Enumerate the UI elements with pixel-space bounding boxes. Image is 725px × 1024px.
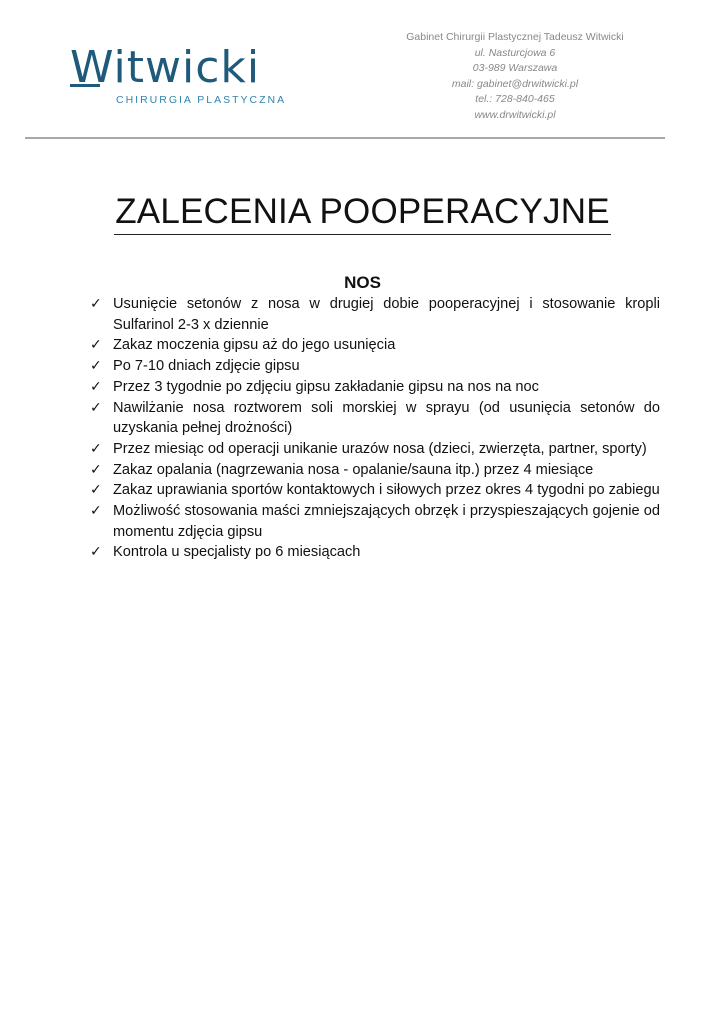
checkmark-icon: ✓ (90, 544, 102, 561)
logo-subtitle: CHIRURGIA PLASTYCZNA (116, 94, 287, 106)
list-item (90, 501, 660, 542)
address-street: ul. Nasturcjowa 6 (474, 46, 556, 59)
list-item-text: Nawilżanie nosa roztworem soli morskiej w sprayu (od usunięcia setonów do uzyskania pełnej drożności) (113, 399, 660, 437)
checkmark-icon: ✓ (90, 399, 102, 416)
address-city: 03-989 Warszawa (472, 62, 558, 74)
section-heading: NOS (344, 273, 381, 292)
header-divider (25, 137, 665, 139)
checkmark-icon: ✓ (90, 337, 102, 354)
checkmark-icon: ✓ (90, 503, 102, 520)
document-title: ZALECENIA POOPERACYJNE (114, 190, 611, 235)
contact-block (398, 30, 632, 123)
list-item (90, 480, 660, 501)
logo-wordmark: Witwicki (70, 42, 261, 93)
list-item-text: Przez 3 tygodnie po zdjęciu gipsu zakładanie gipsu na nos na noc (113, 378, 539, 395)
clinic-name: Gabinet Chirurgii Plastycznej Tadeusz Witwicki (406, 31, 624, 43)
list-item-text: Możliwość stosowania maści zmniejszających obrzęk i przyspieszających gojenie od momentu zdjęcia gipsu (113, 503, 660, 540)
list-item (90, 294, 660, 335)
checkmark-icon: ✓ (90, 440, 102, 457)
list-item (90, 335, 660, 356)
list-item-text: Zakaz opalania (nagrzewania nosa - opalanie/sauna itp.) przez 4 miesiące (113, 461, 594, 478)
checkmark-icon: ✓ (90, 482, 102, 499)
list-item (90, 398, 660, 439)
list-item (90, 377, 660, 398)
phone-label: tel.: (475, 93, 493, 105)
checkmark-icon: ✓ (90, 461, 102, 478)
list-item-text: Kontrola u specjalisty po 6 miesiącach (113, 544, 361, 561)
list-item-text: Przez miesiąc od operacji unikanie urazów nosa (dzieci, zwierzęta, partner, sporty) (113, 440, 647, 457)
title-wrap (0, 190, 725, 235)
website-link[interactable]: www.drwitwicki.pl (474, 108, 556, 121)
clinic-logo (70, 44, 310, 114)
phone-line (398, 92, 632, 108)
list-item-text: Zakaz uprawiania sportów kontaktowych i siłowych przez okres 4 tygodni po zabiegu (113, 482, 660, 499)
checkmark-icon: ✓ (90, 296, 102, 312)
email-link[interactable]: gabinet@drwitwicki.pl (476, 77, 579, 90)
list-item-text: Po 7-10 dniach zdjęcie gipsu (113, 358, 300, 375)
checkmark-icon: ✓ (90, 378, 102, 395)
phone-number: 728-840-465 (495, 93, 555, 105)
email-label: mail: (451, 77, 475, 90)
list-item-text: Zakaz moczenia gipsu aż do jego usunięcia (113, 337, 396, 354)
checkmark-icon: ✓ (90, 358, 102, 375)
list-item (90, 542, 660, 563)
list-item (90, 356, 660, 377)
recommendations-list (90, 294, 660, 563)
email-line (398, 77, 632, 93)
list-item (90, 439, 660, 460)
list-item (90, 460, 660, 481)
list-item-text: Usunięcie setonów z nosa w drugiej dobie pooperacyjnej i stosowanie kropli Sulfarinol 2-3 x dziennie (113, 296, 660, 333)
